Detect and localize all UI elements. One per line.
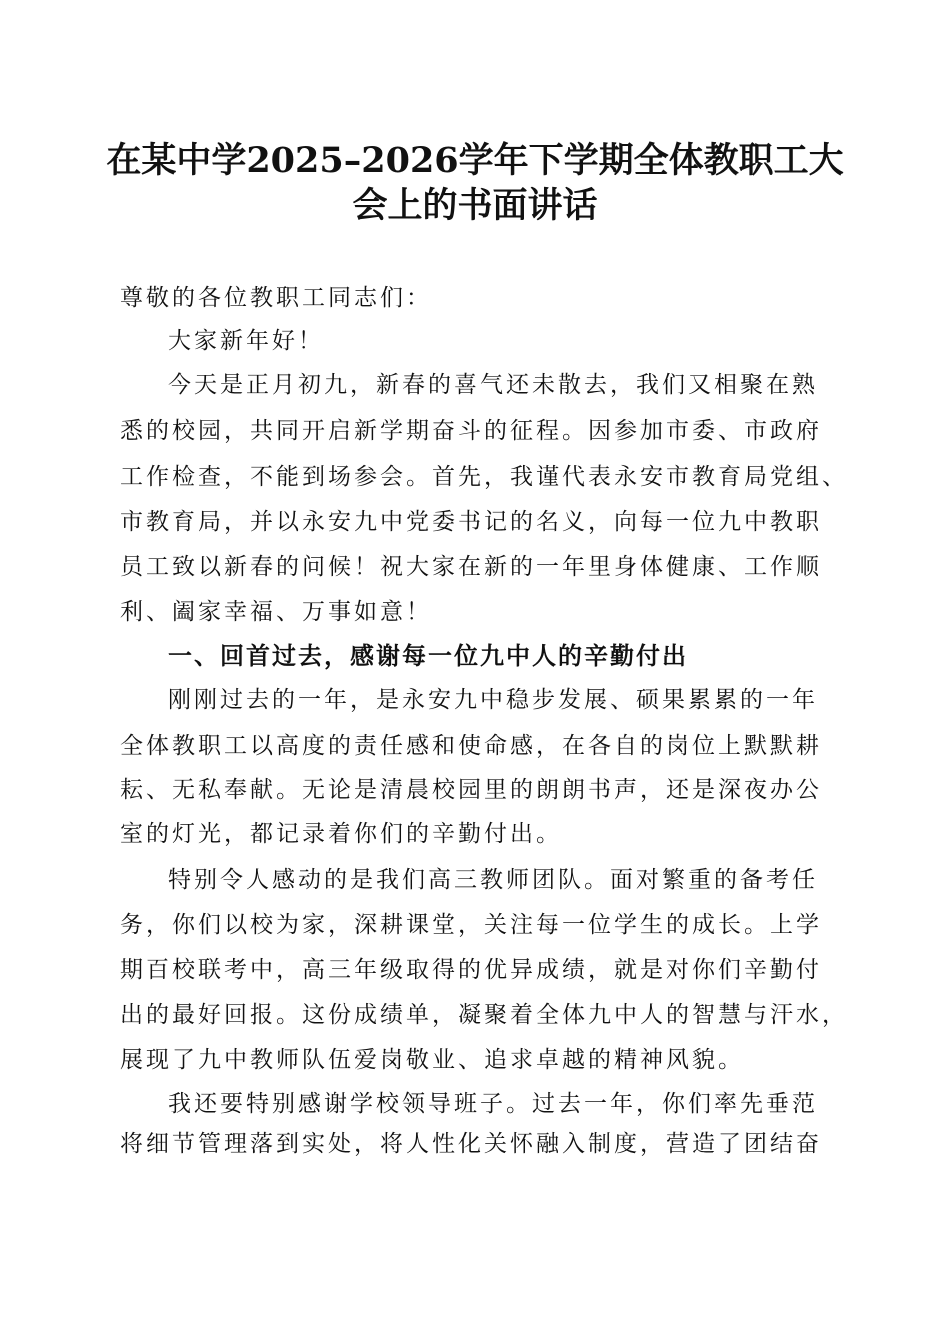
paragraph-line: 今天是正月初九，新春的喜气还未散去，我们又相聚在熟 bbox=[168, 372, 818, 398]
paragraph-line: 全体教职工以高度的责任感和使命感，在各自的岗位上默默耕 bbox=[120, 733, 822, 759]
paragraph-line: 工作检查，不能到场参会。首先，我谨代表永安市教育局党组、 bbox=[120, 464, 848, 490]
paragraph-line: 出的最好回报。这份成绩单，凝聚着全体九中人的智慧与汗水， bbox=[120, 1002, 848, 1028]
paragraph-line: 耘、无私奉献。无论是清晨校园里的朗朗书声，还是深夜办公 bbox=[120, 777, 822, 803]
paragraph-line: 将细节管理落到实处，将人性化关怀融入制度，营造了团结奋 bbox=[120, 1131, 822, 1157]
title-line-2: 会上的书面讲话 bbox=[352, 185, 598, 226]
paragraph-line: 特别令人感动的是我们高三教师团队。面对繁重的备考任 bbox=[168, 867, 818, 893]
paragraph-line: 员工致以新春的问候！祝大家在新的一年里身体健康、工作顺 bbox=[120, 554, 822, 580]
title-line-1: 在某中学2025–2026学年下学期全体教职工大 bbox=[106, 140, 844, 181]
paragraph-line: 利、阖家幸福、万事如意！ bbox=[120, 599, 432, 625]
paragraph-line: 展现了九中教师队伍爱岗敬业、追求卓越的精神风貌。 bbox=[120, 1047, 744, 1073]
paragraph-line: 市教育局，并以永安九中党委书记的名义，向每一位九中教职 bbox=[120, 509, 822, 535]
paragraph-line: 我还要特别感谢学校领导班子。过去一年，你们率先垂范 bbox=[168, 1091, 818, 1117]
section-heading: 一、回首过去，感谢每一位九中人的辛勤付出 bbox=[168, 642, 688, 670]
paragraph-line: 务，你们以校为家，深耕课堂，关注每一位学生的成长。上学 bbox=[120, 912, 822, 938]
paragraph-line: 刚刚过去的一年，是永安九中稳步发展、硕果累累的一年 bbox=[168, 687, 818, 713]
paragraph-line: 期百校联考中，高三年级取得的优异成绩，就是对你们辛勤付 bbox=[120, 957, 822, 983]
paragraph-line: 悉的校园，共同开启新学期奋斗的征程。因参加市委、市政府 bbox=[120, 418, 822, 444]
paragraph-line: 大家新年好！ bbox=[168, 328, 324, 354]
paragraph-line: 尊敬的各位教职工同志们： bbox=[120, 285, 432, 311]
paragraph-line: 室的灯光，都记录着你们的辛勤付出。 bbox=[120, 821, 562, 847]
